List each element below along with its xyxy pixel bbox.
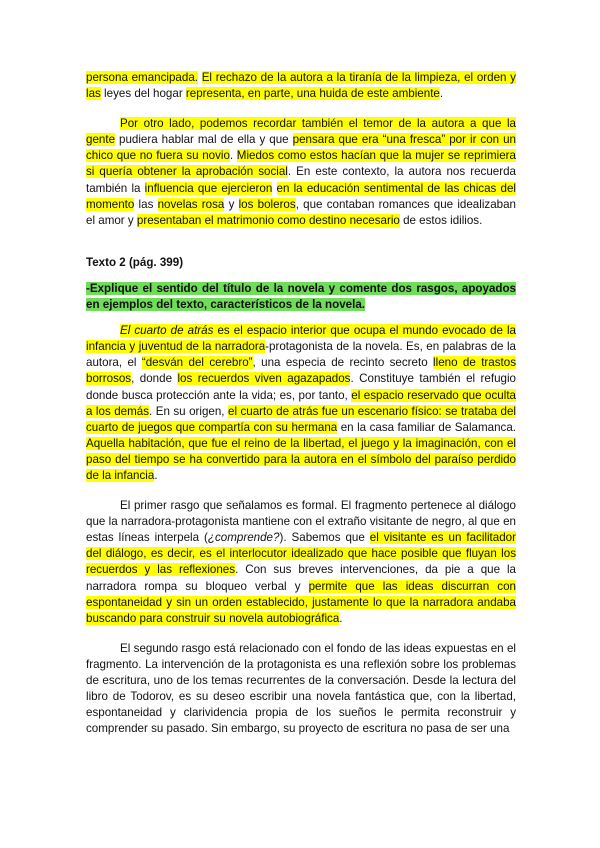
text-run: . En su origen, [149,404,228,418]
highlighted-text: persona emancipada. [86,71,198,84]
highlighted-text: Miedos como estos hacían que la mujer se reprimiera si quería obtener la aprobación social [86,149,516,179]
highlighted-text: presentaban el matrimonio como destino necesario [136,213,400,227]
paragraph-1 [86,70,516,102]
document-body [86,70,516,737]
highlighted-text: pensara que era “una fresca” por ir con un chico que no fuera su novio [86,133,516,163]
paragraph-4 [86,498,516,627]
highlighted-text: “desván del cerebro” [141,356,253,370]
text-run: en la casa familiar de Salamanca. [337,420,517,434]
highlighted-text: es el espacio interior que ocupa el mundo evocado de la infancia y juventud de la narradora [86,324,516,354]
question-text [86,281,516,313]
highlighted-text: novelas rosa [157,197,225,211]
text-run: El primer rasgo que señalamos es formal. El fragmento pertenece al diálogo que la narradora-protagonista mantiene con el extraño visitante de negro, al que en estas líneas interpela ( [86,499,516,545]
text-run: leyes del hogar [100,87,186,101]
highlighted-text: El cuarto de atrás [120,324,214,338]
highlighted-text: influencia que ejercieron [144,181,273,195]
section-heading: Texto 2 (pág. 399) [86,255,184,269]
text-run: , donde [131,372,178,386]
highlighted-text: el cuarto de atrás fue un escenario físico: se trataba del cuarto de juegos que compartía con su hermana [86,404,516,434]
highlighted-text: los boleros [238,197,296,211]
highlighted-text: El rechazo de la autora a la tiranía de la limpieza, el orden y las [86,71,516,101]
highlighted-text: el visitante es un facilitador del diálogo, es decir, es el interlocutor idealizado que hace posible que fluyan los recuerdos y las reflexiones [86,531,516,577]
paragraph-3 [86,323,516,484]
text-run: ). Sabemos que [279,531,370,545]
highlighted-text: en la educación sentimental de las chicas del momento [86,181,516,211]
text-run [272,182,276,195]
text-run: de estos idilios. [399,213,483,227]
highlighted-text: lleno de trastos borrosos [86,356,516,386]
text-run: y [224,197,239,211]
text-run: . Constituye también el refugio donde busca protección ante la vida; es, por tanto, [86,372,516,402]
text-run: El segundo rasgo está relacionado con el fondo de las ideas expuestas en el fragmento. La intervención de la protagonista es una reflexión sobre los problemas de escritura, uno de los temas recurrentes de la conversación. Desde la lectura del libro de Todorov, es su deseo escribir una novela fantástica que, con la libertad, espontaneidad y clarividencia propia de los sueños le permita reconstruir y comprender su pasado. Sin embargo, su proyecto de escritura no pasa de ser una [86,641,516,736]
text-run: , que contaban romances que idealizaban el amor y [86,197,516,227]
text-run: . [229,149,237,163]
text-run: . Con sus breves intervenciones, da pie a que la narradora rompa su bloqueo verbal y [86,563,517,593]
text-run: . [339,611,343,625]
highlighted-text: Aquella habitación, que fue el reino de la libertad, el juego y la imaginación, con el paso del tiempo se ha convertido para la autora en el símbolo del paraíso perdido de la infancia [86,436,516,482]
text-run: . En este contexto, la autora nos recuerda también la [86,165,516,195]
text-run: pudiera hablar mal de ella y que [115,133,293,147]
highlighted-text: los recuerdos viven agazapados [177,372,351,386]
text-run: las [134,197,158,211]
text-run: , una especia de recinto secreto [252,356,434,370]
text-run: . [154,468,158,482]
paragraph-5 [86,641,516,738]
paragraph-2 [86,116,516,229]
question-highlight: -Explique el sentido del título de la novela y comente dos rasgos, apoyados en ejemplos del texto, característicos de la novela. [86,281,516,312]
text-run: -protagonista de la novela. Es, en palabras de la autora, el [86,340,516,370]
highlighted-text: el espacio reservado que oculta a los demás [86,388,516,418]
highlighted-text: representa, en parte, una huida de este ambiente [185,87,440,101]
text-run: ¿comprende? [207,531,280,545]
highlighted-text: permite que las ideas discurran con espontaneidad y sin un orden establecido, justamente lo que la narradora andaba buscando para construir su novela autobiográfica [86,579,516,625]
text-run: . [439,87,444,101]
highlighted-text: Por otro lado, podemos recordar también el temor de la autora a que la gente [86,117,516,147]
